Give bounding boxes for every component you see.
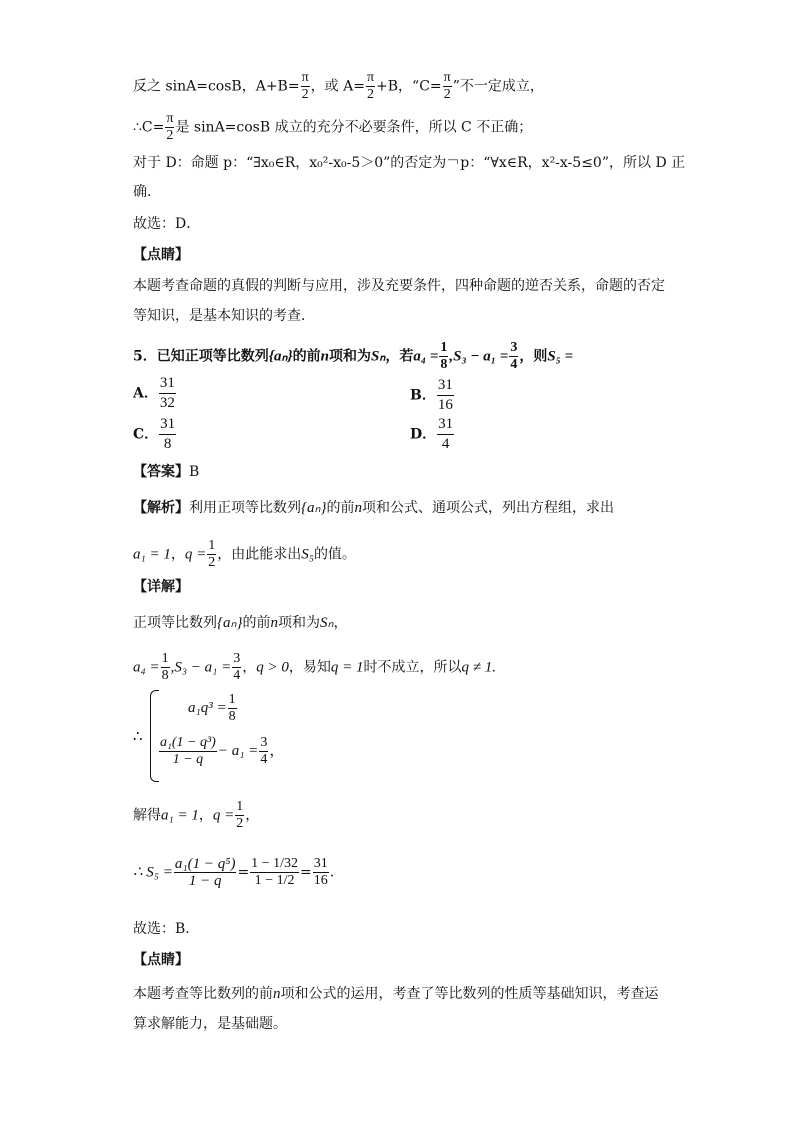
question-title: 5．已知正项等比数列{aₙ}的前n项和为Sₙ，若a₄ = $\frac{1}{8}$ ,S₃ − a₁ = $\frac{3}{4}$ ，则S₅ =	[133, 340, 574, 372]
section-tag: 【点睛】	[133, 952, 189, 968]
section-tag: 【点睛】	[133, 247, 189, 263]
option-a: A． $\frac{31}{32}$	[133, 375, 175, 411]
option-b: B． $\frac{31}{16}$	[410, 377, 453, 413]
text-line: 本题考查等比数列的前n项和公式的运用，考查了等比数列的性质等基础知识，考查运	[133, 986, 659, 1002]
fraction: $\frac{\pi}{2}$	[166, 111, 174, 143]
analysis-line: 【解析】利用正项等比数列{aₙ}的前n项和公式、通项公式，列出方程组，求出	[133, 500, 614, 516]
therefore-symbol: ∴	[133, 729, 143, 745]
equation-2: $\frac{\text{a₁(1 − q³)}}{1 - q}$ − a₁ = $\frac{3}{4}$ ，	[160, 735, 285, 767]
text-line: 对于 D：命题 p：“∃x₀∈R，x₀²-x₀-5＞0”的否定为￢p：“∀x∈R，x²-x-5≤0”，所以 D 正	[133, 155, 686, 171]
text-line: 确.	[133, 184, 152, 200]
text-line: 等知识，是基本知识的考查．	[133, 308, 315, 324]
option-c: C． $\frac{31}{8}$	[133, 416, 176, 452]
text-line: 本题考查命题的真假的判断与应用，涉及充要条件，四种命题的逆否关系，命题的否定	[133, 278, 665, 294]
fraction: $\frac{3}{4}$	[510, 340, 518, 372]
text-line: 正项等比数列{aₙ}的前n项和为Sₙ，	[133, 615, 348, 631]
text-line: 算求解能力，是基础题。	[133, 1016, 287, 1032]
fraction: $\frac{1}{8}$	[440, 340, 448, 372]
s5-equation: ∴ S₅ = $\frac{\text{a₁(1 − q⁵)}}{1 - q}$ = $\frac{1 - 1/32}{1 - 1/2}$ = $\frac{31}{16}$ .	[133, 856, 335, 889]
equation-1: a₁q³ = $\frac{1}{8}$	[188, 692, 236, 724]
fraction: $\frac{\pi}{2}$	[366, 70, 375, 102]
answer-line: 【答案】B	[133, 464, 200, 480]
text-line: 反之 sinA=cosB，A+B= $\frac{\pi}{2}$ ，或 A= $\frac{\pi}{2}$ +B，“C= $\frac{\pi}{2}$ ”不一定成立，	[133, 70, 544, 102]
text-line: a₄ = $\frac{1}{8}$ ,S₃ − a₁ = $\frac{3}{4}$ ，q > 0，易知q = 1时不成立，所以q ≠ 1.	[133, 651, 497, 683]
text-line: 故选：B．	[133, 921, 200, 937]
section-tag: 【详解】	[133, 579, 189, 595]
analysis-line: a₁ = 1，q = $\frac{1}{2}$ ，由此能求出S₅的值。	[133, 538, 356, 570]
fraction: $\frac{\pi}{2}$	[301, 70, 309, 102]
text-line: ∴C= $\frac{\pi}{2}$ 是 sinA=cosB 成立的充分不必要条件，所以 C 不正确；	[133, 111, 533, 143]
text-line: 解得a₁ = 1，q = $\frac{1}{2}$ ，	[133, 799, 260, 831]
fraction: $\frac{\pi}{2}$	[443, 70, 451, 102]
option-d: D． $\frac{31}{4}$	[410, 416, 454, 452]
text-line: 故选：D．	[133, 216, 201, 232]
